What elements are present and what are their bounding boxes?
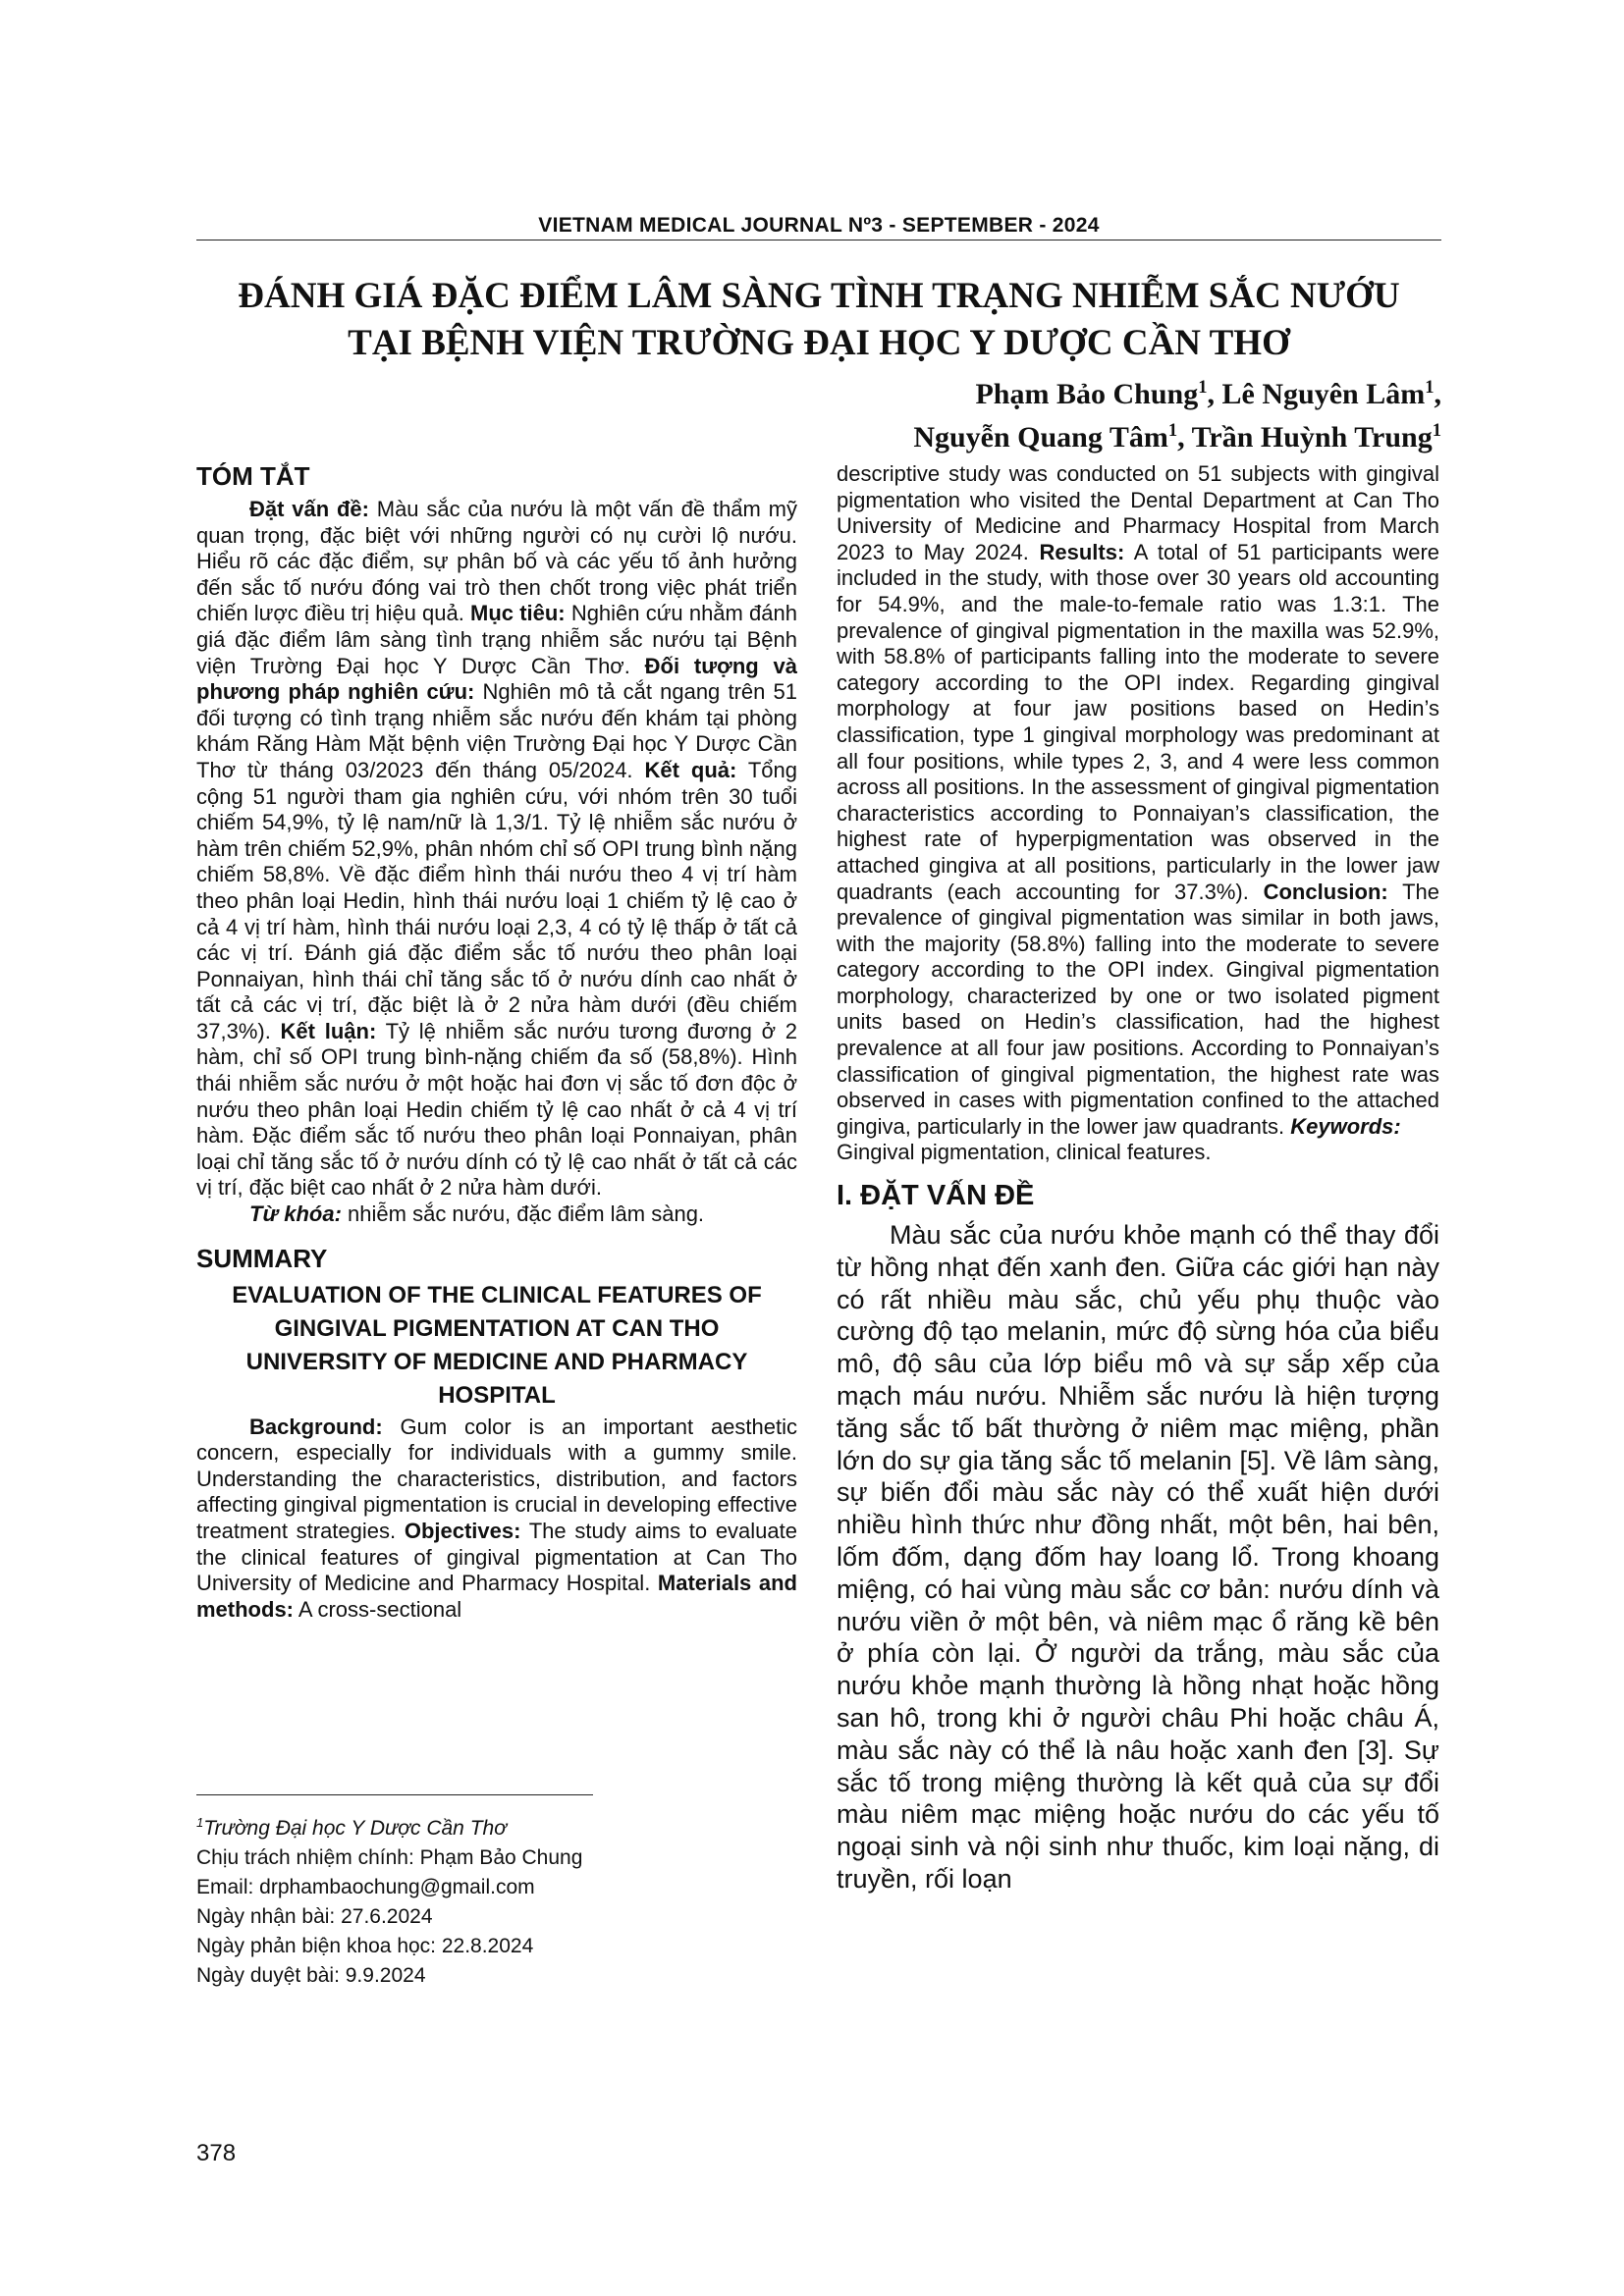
text-objectives-vi: Nghiên cứu nhằm đánh giá đặc điểm lâm sàng tình trạng nhiễm sắc nướu tại Bệnh viện Trường Đại học Y Dược Cần Thơ.	[196, 601, 797, 678]
label-keywords-vi: Từ khóa:	[249, 1201, 342, 1227]
affiliation-text: Trường Đại học Y Dược Cần Thơ	[203, 1817, 507, 1840]
summary-body-left	[196, 1415, 797, 1624]
footnote-affiliation	[196, 1814, 797, 1843]
label-methods-en: Materials and methods:	[196, 1571, 797, 1622]
author-separator: ,	[1207, 378, 1222, 410]
intro-body: Màu sắc của nướu khỏe mạnh có thể thay đổi từ hồng nhạt đến xanh đen. Giữa các giới hạn này có rất nhiều màu sắc, chủ yếu phụ thuộc vào cường độ tạo melanin, mức độ sừng hóa của biểu mô, độ sâu của lớp biểu mô và sự sắp xếp của mạch máu nướu. Nhiễm sắc nướu là hiện tượng tăng sắc tố bất thường ở niêm mạc miệng, phần lớn do sự gia tăng sắc tố melanin [5]. Về lâm sàng, sự biến đổi màu sắc này có thể xuất hiện dưới nhiều hình thức như đồng nhất, một bên, hai bên, lốm đốm, dạng đốm hay loang lổ. Trong khoang miệng, có hai vùng màu sắc cơ bản: nướu dính và nướu viền ở một bên, và niêm mạc ổ răng kề bên ở phía còn lại. Ở người da trắng, màu sắc của nướu khỏe mạnh thường là hồng nhạt hoặc hồng san hô, trong khi ở người châu Phi hoặc châu Á, màu sắc này có thể là nâu hoặc xanh đen [3]. Sự sắc tố trong miệng thường là kết quả của sự đổi màu niêm mạc miệng hoặc nướu do các yếu tố ngoại sinh và nội sinh như thuốc, kim loại nặng, di truyền, rối loạn	[837, 1220, 1439, 1894]
text-results-vi: Tổng cộng 51 người tham gia nghiên cứu, với nhóm trên 30 tuổi chiếm 54,9%, tỷ lệ nam/nữ là 1,3/1. Tỷ lệ nhiễm sắc nướu ở hàm trên chiếm 52,9%, phân nhóm chỉ số OPI trung bình nặng chiếm 58,8%. Về đặc điểm hình thái nướu theo 4 vị trí hàm theo phân loại Hedin, hình thái nướu loại 1 chiếm tỷ lệ cao ở cả 4 vị trí hàm, hình thái nướu loại 2,3, 4 có tỷ lệ thấp ở tất cả các vị trí. Đánh giá đặc điểm sắc tố nướu theo phân loại Ponnaiyan, hình thái chỉ tăng sắc tố ở nướu dính cao nhất ở tất cả các vị trí, đặc biệt là ở 2 nửa hàm dưới (đều chiếm 37,3%).	[196, 757, 798, 1043]
title-line-2: TẠI BỆNH VIỆN TRƯỜNG ĐẠI HỌC Y DƯỢC CẦN THƠ	[348, 323, 1290, 363]
keywords-vi	[196, 1201, 797, 1228]
text-objectives-en: The study aims to evaluate the clinical features of gingival pigmentation at Can Tho University of Medicine and Pharmacy Hospital.	[196, 1519, 797, 1596]
summary-title: EVALUATION OF THE CLINICAL FEATURES OF GINGIVAL PIGMENTATION AT CAN THO UNIVERSITY OF MEDICINE AND PHARMACY HOSPITAL	[232, 1281, 762, 1409]
summary-body-right	[837, 461, 1439, 1140]
footnote-accepted: Ngày duyệt bài: 9.9.2024	[196, 1964, 426, 1987]
journal-header: VIETNAM MEDICAL JOURNAL Nº3 - SEPTEMBER - 2024	[538, 214, 1100, 237]
label-objectives-vi: Mục tiêu:	[470, 601, 566, 626]
text-background-en: Gum color is an important aesthetic concern, especially for individuals with a gummy smile. Understanding the characteristics, distribution, and factors affecting gingival pigmentation is crucial in developing effective treatment strategies.	[196, 1414, 797, 1543]
author-separator: ,	[1434, 378, 1441, 410]
author-name: Lê Nguyên Lâm	[1221, 378, 1426, 410]
label-results-vi: Kết quả:	[644, 757, 737, 782]
author-separator: ,	[1177, 421, 1192, 454]
affiliation-mark: 1	[1432, 420, 1441, 441]
affiliation-mark: 1	[1198, 377, 1208, 398]
author-line-2	[913, 416, 1441, 459]
footnote-reviewed: Ngày phản biện khoa học: 22.8.2024	[196, 1935, 534, 1957]
text-conclusion-en: The prevalence of gingival pigmentation was similar in both jaws, with the majority (58.8%) falling into the moderate to severe category according to the OPI index. Gingival pigmentation morphology, characterized by one or two isolated pigment units based on Hedin’s classification, had the highest prevalence at all four jaw positions. According to Ponnaiyan’s classification of gingival pigmentation, the highest rate was observed in cases with pigmentation confined to the attached gingiva, particularly in the lower jaw quadrants.	[837, 879, 1439, 1139]
left-column	[196, 459, 797, 1623]
intro-heading: I. ĐẶT VẤN ĐỀ	[837, 1180, 1035, 1212]
label-conclusion-vi: Kết luận:	[280, 1018, 377, 1043]
keywords-en: Gingival pigmentation, clinical features.	[837, 1140, 1212, 1165]
author-name: Trần Huỳnh Trung	[1191, 421, 1433, 454]
summary-heading: SUMMARY	[196, 1243, 328, 1273]
abstract-vi-heading: TÓM TẮT	[196, 461, 310, 491]
label-objectives-en: Objectives:	[404, 1519, 521, 1543]
affiliation-mark: 1	[1167, 420, 1178, 441]
author-name: Phạm Bảo Chung	[975, 378, 1199, 410]
text-methods-vi: Nghiên mô tả cắt ngang trên 51 đối tượng có tình trạng nhiễm sắc nướu đến khám tại phòng khám Răng Hàm Mặt bệnh viện Trường Đại học Y Dược Cần Thơ từ tháng 03/2023 đến tháng 05/2024.	[196, 679, 797, 782]
label-background-en: Background:	[249, 1414, 383, 1439]
affiliation-mark: 1	[196, 1815, 204, 1830]
article-title	[196, 273, 1441, 367]
author-list	[913, 373, 1441, 459]
label-keywords-en: Keywords:	[1290, 1113, 1401, 1139]
footnote-rule	[196, 1794, 593, 1795]
footnote-received: Ngày nhận bài: 27.6.2024	[196, 1905, 433, 1928]
label-methods-vi: Đối tượng và phương pháp nghiên cứu:	[196, 653, 797, 705]
title-line-1: ĐÁNH GIÁ ĐẶC ĐIỂM LÂM SÀNG TÌNH TRẠNG NHIỄM SẮC NƯỚU	[238, 276, 1400, 316]
author-line-1	[913, 373, 1441, 416]
text-results-en: A total of 51 participants were included in the study, with those over 30 years old accounting for 54.9%, and the male-to-female ratio was 1.3:1. The prevalence of gingival pigmentation in the maxilla was 52.9%, with 58.8% of participants falling into the moderate to severe category according to the OPI index. Regarding gingival morphology at four jaw positions based on Hedin’s classification, type 1 gingival morphology was predominant at all four positions, while types 2, 3, and 4 were less common across all positions. In the assessment of gingival pigmentation characteristics according to Ponnaiyan’s classification, the highest rate of hyperpigmentation was observed in the attached gingiva at all positions, particularly in the lower jaw quadrants (each accounting for 37.3%).	[837, 539, 1440, 904]
author-name: Nguyễn Quang Tâm	[913, 421, 1168, 454]
label-background-vi: Đặt vấn đề:	[249, 497, 369, 521]
text-keywords-vi: nhiễm sắc nướu, đặc điểm lâm sàng.	[341, 1201, 705, 1227]
footnote-corresponding: Chịu trách nhiệm chính: Phạm Bảo Chung	[196, 1846, 583, 1869]
footnote-email: Email: drphambaochung@gmail.com	[196, 1876, 535, 1898]
footnotes	[196, 1814, 797, 1991]
label-results-en: Results:	[1039, 539, 1125, 564]
text-methods-en-part2: descriptive study was conducted on 51 subjects with gingival pigmentation who visited the Dental Department at Can Tho University of Medicine and Pharmacy Hospital from March 2023 to May 2024.	[837, 461, 1439, 564]
text-methods-en-part1: A cross-sectional	[294, 1596, 462, 1622]
text-conclusion-vi: Tỷ lệ nhiễm sắc nướu tương đương ở 2 hàm, chỉ số OPI trung bình-nặng chiếm đa số (58,8%). Hình thái nhiễm sắc nướu ở một hoặc hai đơn vị sắc tố đơn độc ở nướu theo phân loại Hedin chiếm tỷ lệ cao nhất ở cả 4 vị trí hàm. Đặc điểm sắc tố nướu theo phân loại Ponnaiyan, phân loại chỉ tăng sắc tố ở nướu dính có tỷ lệ cao nhất ở tất cả các vị trí, đặc biệt cao nhất ở 2 nửa hàm dưới.	[196, 1018, 797, 1201]
affiliation-mark: 1	[1425, 377, 1435, 398]
text-background-vi: Màu sắc của nướu là một vấn đề thẩm mỹ quan trọng, đặc biệt với những người có nụ cười lộ nướu. Hiểu rõ các đặc điểm, sự phân bố và các yếu tố ảnh hưởng đến sắc tố nướu đóng vai trò then chốt trong việc phát triển chiến lược điều trị hiệu quả.	[196, 497, 797, 626]
label-conclusion-en: Conclusion:	[1263, 879, 1388, 904]
page-number: 378	[196, 2140, 237, 2166]
abstract-vi-body	[196, 497, 797, 1201]
right-column	[837, 461, 1439, 1896]
